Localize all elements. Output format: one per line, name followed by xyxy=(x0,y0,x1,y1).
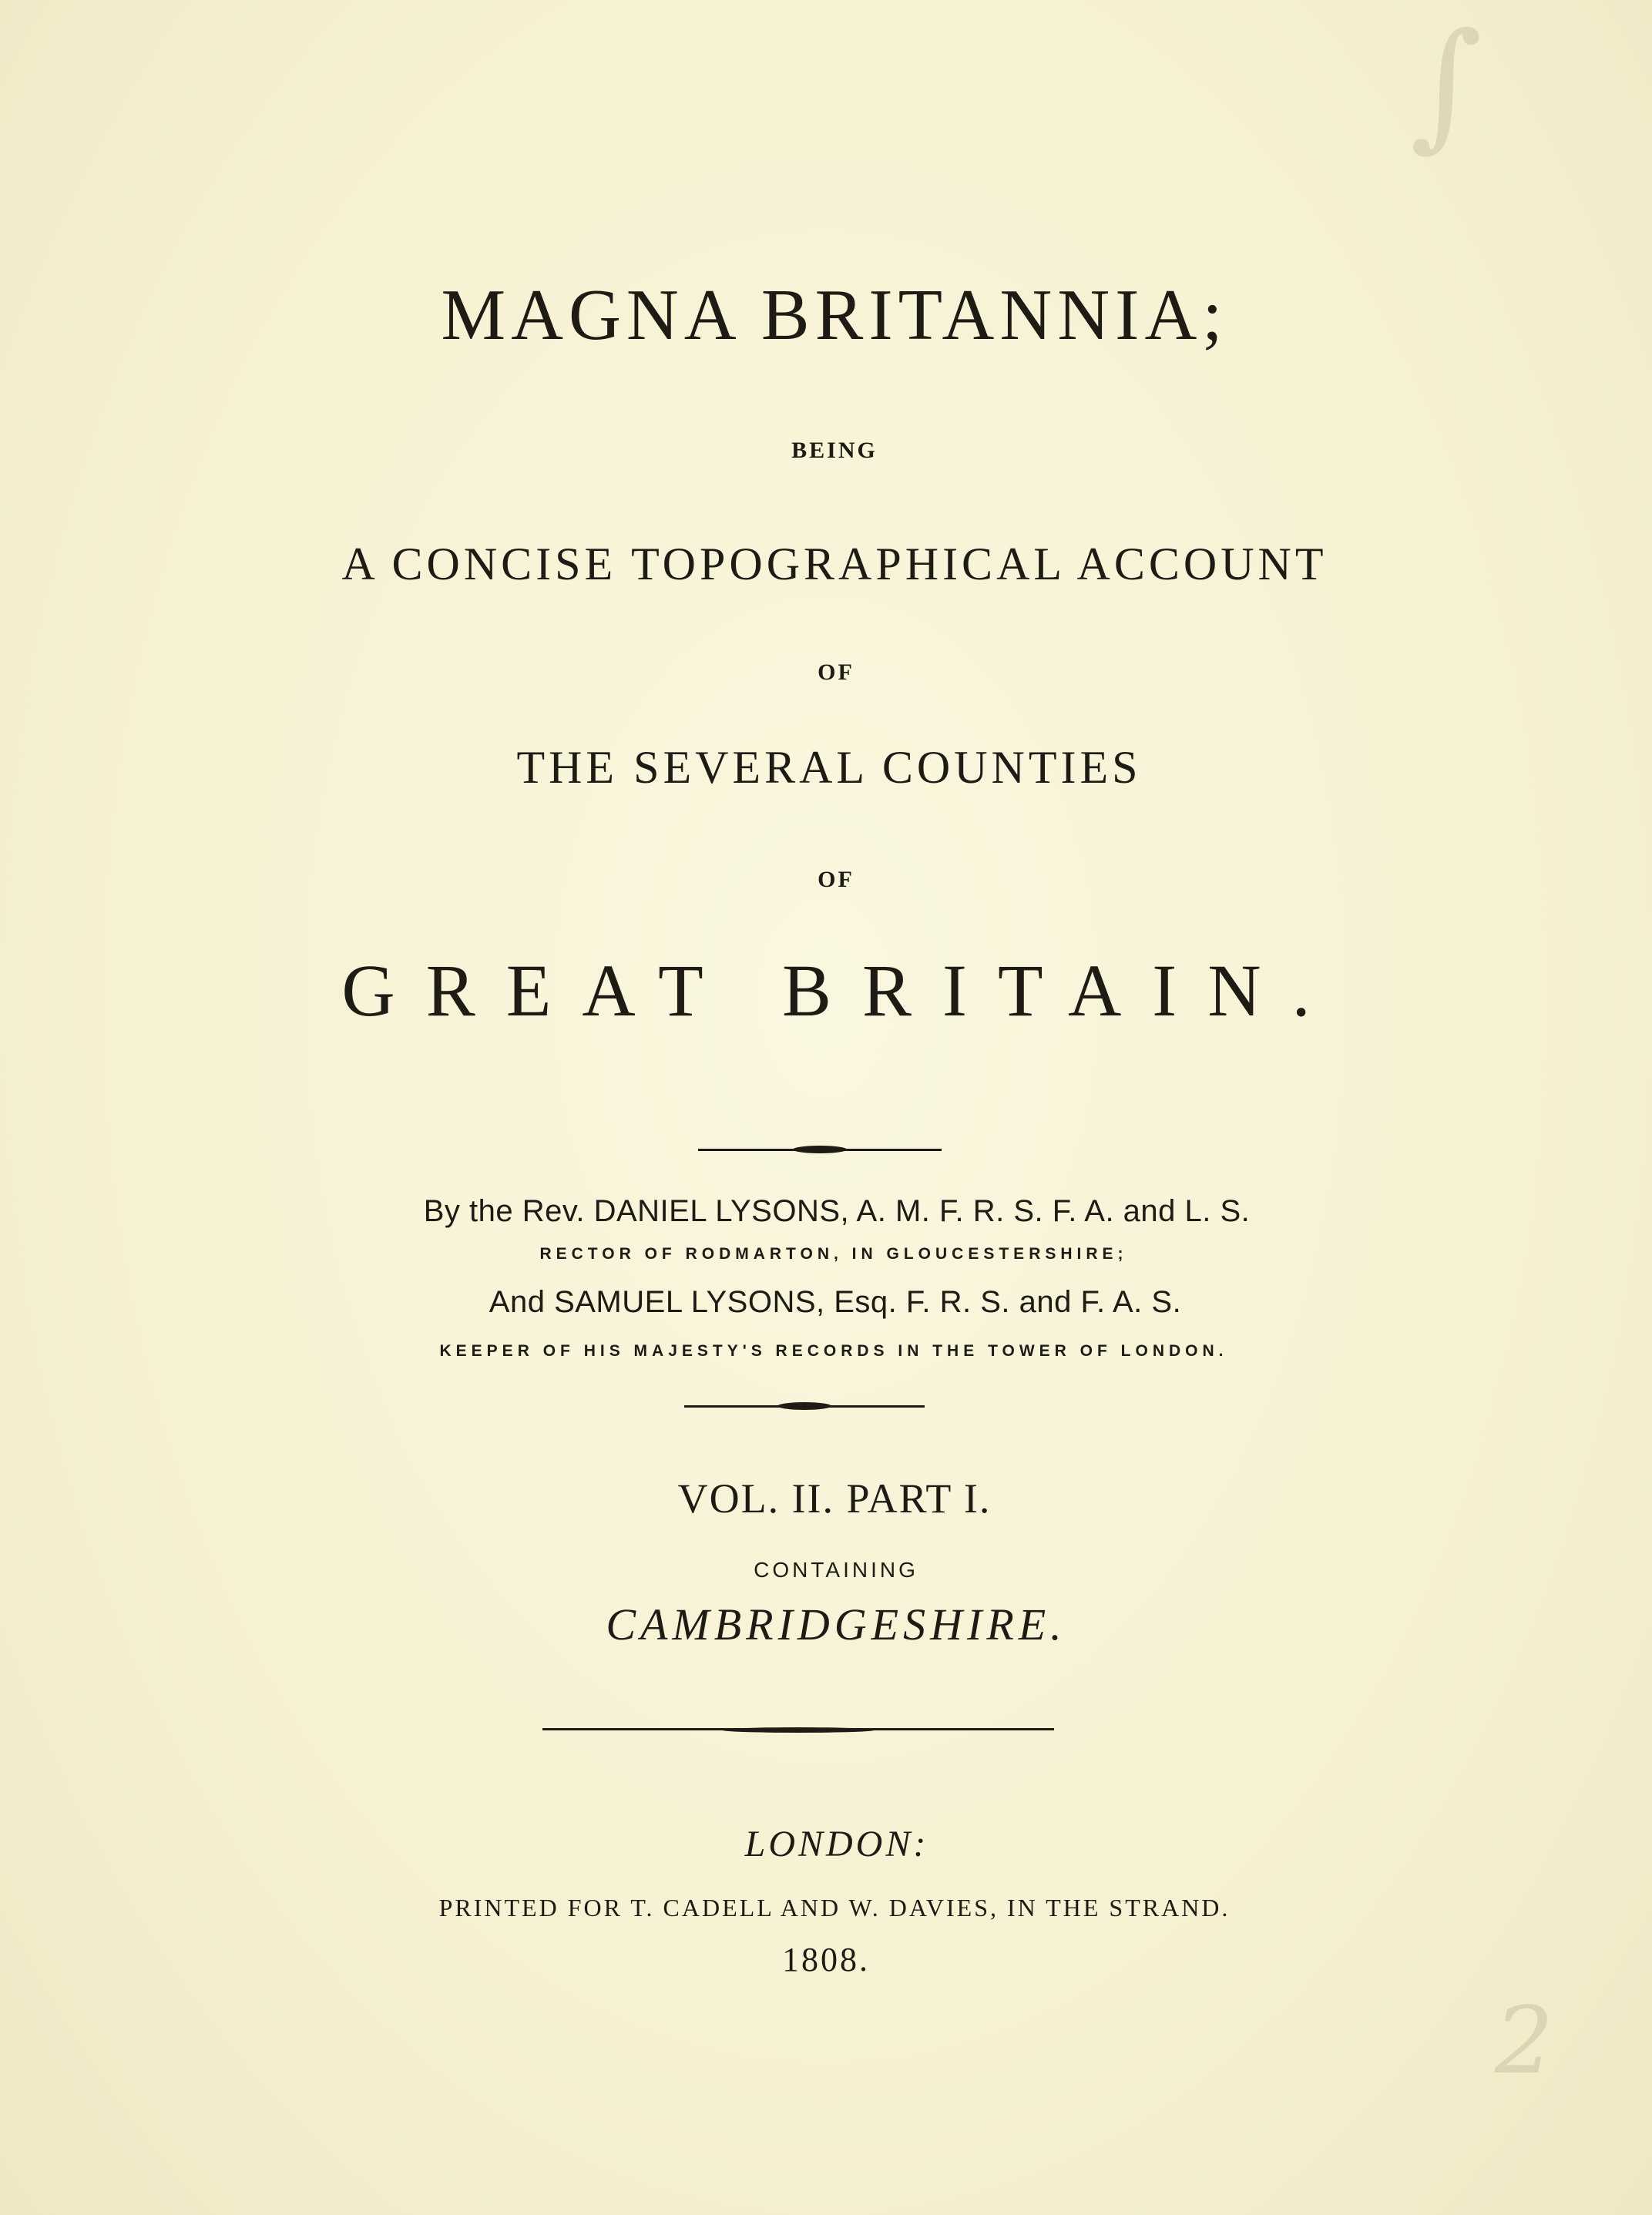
pencil-mark-top-right: ∫ xyxy=(1410,4,1482,165)
subtitle-line-2: THE SEVERAL COUNTIES xyxy=(516,742,1142,793)
county-name: CAMBRIDGESHIRE. xyxy=(606,1599,1066,1650)
volume-label: VOL. II. PART I. xyxy=(677,1475,992,1522)
subtitle-line-3: GREAT BRITAIN. xyxy=(341,949,1341,1032)
author-samuel-lysons: And SAMUEL LYSONS, Esq. F. R. S. and F. A. S. xyxy=(489,1285,1182,1319)
pencil-mark-bottom-right: 2 xyxy=(1495,1988,1554,2095)
subtitle-line-1: A CONCISE TOPOGRAPHICAL ACCOUNT xyxy=(341,539,1328,589)
divider-rule-1 xyxy=(698,1149,942,1151)
author-daniel-role: RECTOR OF RODMARTON, IN GLOUCESTERSHIRE; xyxy=(539,1245,1128,1263)
author-daniel-lysons: By the Rev. DANIEL LYSONS, A. M. F. R. S. F. A. and L. S. xyxy=(423,1194,1251,1228)
divider-rule-2 xyxy=(684,1405,925,1408)
divider-rule-3 xyxy=(542,1728,1054,1730)
being-label: BEING xyxy=(791,438,878,463)
publication-place: LONDON: xyxy=(744,1824,929,1864)
author-samuel-role: KEEPER OF HIS MAJESTY'S RECORDS IN THE TOWER OF LONDON. xyxy=(439,1342,1228,1360)
of-label-1: OF xyxy=(818,659,855,685)
containing-label: CONTAINING xyxy=(754,1558,918,1582)
publication-year: 1808. xyxy=(782,1941,870,1978)
of-label-2: OF xyxy=(818,867,855,892)
book-title: MAGNA BRITANNIA; xyxy=(441,275,1228,355)
printer-line: PRINTED FOR T. CADELL AND W. DAVIES, IN THE STRAND. xyxy=(438,1894,1231,1921)
